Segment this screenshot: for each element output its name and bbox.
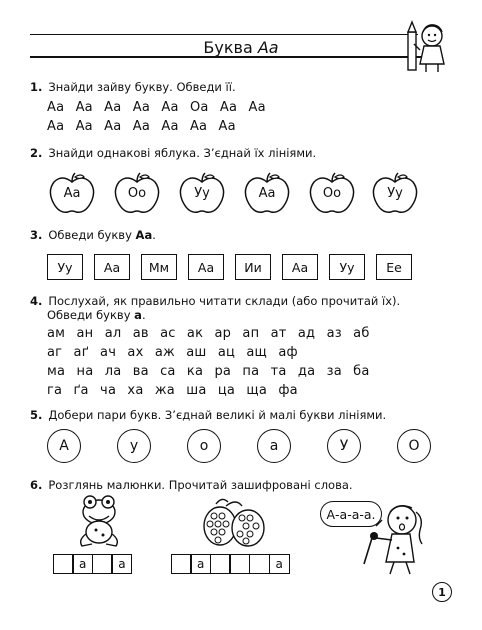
word-cells-1: [54, 554, 132, 574]
letter-circle-6[interactable]: О: [397, 429, 431, 463]
apple-label: Уу: [387, 186, 403, 201]
apple-label: Аа: [63, 186, 81, 201]
syllable-row-4: га ґа ча ха жа ша ца ща фа: [47, 383, 298, 398]
task-6-text: Розглянь малюнки. Прочитай зашифровані слова.: [48, 478, 353, 492]
task-4-number: 4.: [30, 294, 43, 308]
girl-singing-icon: [354, 490, 424, 576]
word-cell[interactable]: а: [111, 554, 132, 574]
task-3-text-end: .: [152, 228, 156, 242]
raspberry-icon: [196, 496, 272, 548]
syllable-row-3: ма на ла ва са ка ра па та да за ба: [47, 364, 370, 379]
letter-box-1[interactable]: Уу: [47, 254, 83, 280]
letter-box-4[interactable]: Аа: [188, 254, 224, 280]
apple-2[interactable]: [113, 172, 161, 216]
word-cell[interactable]: [210, 554, 231, 574]
apple-4[interactable]: [243, 172, 291, 216]
apple-6[interactable]: [371, 172, 419, 216]
pencil-boy-icon: [404, 14, 454, 74]
letter-circle-3[interactable]: о: [187, 429, 221, 463]
apple-1[interactable]: [48, 172, 96, 216]
task-1-row-2: Аа Аа Аа Аа Аа Аа Аа: [47, 119, 236, 134]
task-1-number: 1.: [30, 80, 43, 94]
letter-circle-5[interactable]: У: [327, 429, 361, 463]
header-top-rule: [30, 34, 418, 35]
syllable-row-1: ам ан ал ав ас ак ар ап ат ад аз аб: [47, 326, 370, 341]
task-3-bold-letters: Аа: [135, 228, 153, 242]
frog-icon: [72, 494, 126, 548]
word-cell[interactable]: а: [269, 554, 290, 574]
apple-label: Оо: [322, 186, 342, 201]
task-5-text: Добери пари букв. З’єднай великі й малі букви лініями.: [48, 408, 387, 422]
task-5-number: 5.: [30, 408, 43, 422]
word-cell[interactable]: а: [190, 554, 211, 574]
letter-box-2[interactable]: Аа: [94, 254, 130, 280]
apple-label: Оо: [127, 186, 147, 201]
word-cell[interactable]: [229, 554, 250, 574]
task-3-text: Обведи букву: [48, 228, 136, 242]
title-letters: Аа: [257, 38, 279, 57]
task-5-instruction: [30, 408, 386, 422]
word-cell[interactable]: [171, 554, 192, 574]
speech-bubble: А-а-а-а.: [320, 501, 382, 527]
task-1-row-1: Аа Аа Аа Аа Аа Оа Аа Аа: [47, 100, 266, 115]
task-4-bold-letter: а: [134, 308, 142, 322]
apple-label: Уу: [194, 186, 210, 201]
letter-circle-4[interactable]: а: [257, 429, 291, 463]
task-4-text-line-1: Послухай, як правильно читати склади (або прочитай їх).: [48, 294, 401, 308]
task-4-instruction-line-2: [47, 308, 146, 322]
syllable-row-2: аг аґ ач ах аж аш ац ащ аф: [47, 345, 298, 360]
task-2-number: 2.: [30, 146, 43, 160]
task-2-text: Знайди однакові яблука. З’єднай їх лініями.: [48, 146, 317, 160]
letter-box-7[interactable]: Уу: [329, 254, 365, 280]
title-prefix: Буква: [203, 38, 253, 57]
task-6-instruction: [30, 478, 353, 492]
task-3-instruction: [30, 228, 156, 242]
apple-5[interactable]: [308, 172, 356, 216]
task-4-text-line-2: Обведи букву: [47, 308, 135, 322]
letter-box-6[interactable]: Аа: [282, 254, 318, 280]
letter-box-8[interactable]: Ее: [376, 254, 412, 280]
page-number: 1: [432, 582, 452, 602]
letter-box-5[interactable]: Ии: [235, 254, 271, 280]
task-1-text: Знайди зайву букву. Обведи її.: [48, 80, 236, 94]
task-3-number: 3.: [30, 228, 43, 242]
task-4-instruction: [30, 294, 400, 308]
letter-circle-1[interactable]: А: [47, 429, 81, 463]
word-cell[interactable]: [53, 554, 74, 574]
task-2-instruction: [30, 146, 316, 160]
task-6-number: 6.: [30, 478, 43, 492]
task-1-instruction: [30, 80, 236, 94]
apple-label: Аа: [258, 186, 276, 201]
letter-circle-2[interactable]: у: [117, 429, 151, 463]
word-cell[interactable]: [249, 554, 270, 574]
task-4-text-line-2-end: .: [141, 308, 146, 322]
apple-3[interactable]: [178, 172, 226, 216]
letter-box-3[interactable]: Мм: [141, 254, 177, 280]
word-cell[interactable]: а: [72, 554, 93, 574]
word-cell[interactable]: [92, 554, 113, 574]
word-cells-2: [172, 554, 290, 574]
